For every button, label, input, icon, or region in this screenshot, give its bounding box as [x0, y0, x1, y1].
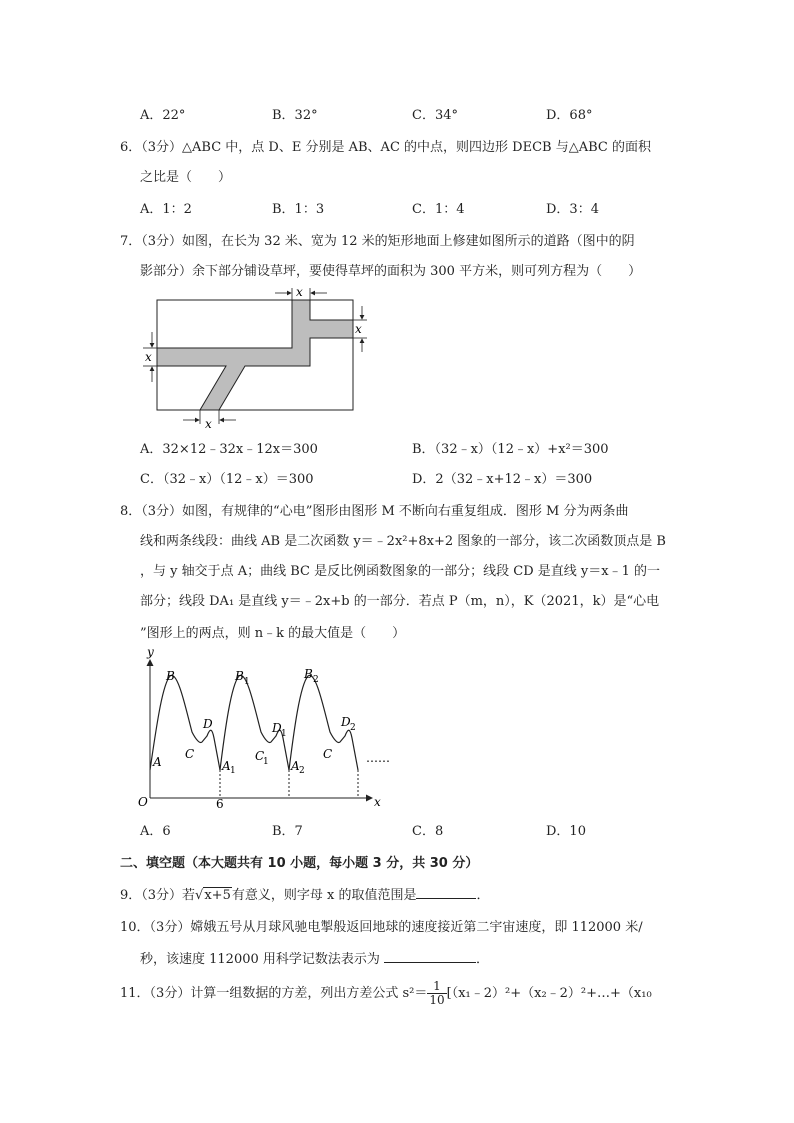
q10-end: ．	[476, 952, 490, 967]
q9-answer-blank[interactable]	[416, 884, 476, 899]
q5-option-d: D．68°	[546, 108, 593, 123]
q6-option-d: D．3：4	[546, 202, 599, 217]
q7-option-a: A．32×12﹣32x﹣12x＝300	[140, 442, 318, 457]
q7-label-x-bottom: x	[205, 417, 212, 430]
q5-option-c: C．34°	[412, 108, 458, 123]
q8-label-C2: C	[323, 747, 333, 761]
q6-option-b: B．1：3	[272, 202, 325, 217]
q9-stem	[120, 884, 489, 903]
q8-sub-D2: 2	[350, 723, 356, 733]
q7-option-c: C．（32﹣x）（12﹣x）＝300	[140, 472, 314, 487]
q7-label-x-top: x	[296, 285, 303, 299]
q11-frac-numerator: 1	[427, 980, 446, 994]
q7-label-x-right: x	[355, 322, 362, 336]
q5-option-a: A．22°	[140, 108, 186, 123]
q9-prefix: 9．（3分）若	[120, 888, 196, 903]
q8-option-a: A．6	[140, 824, 171, 839]
q6-stem-line1: 6．（3分）△ABC 中，点 D、E 分别是 AB、AC 的中点，则四边形 DECB 与△ABC 的面积	[120, 140, 651, 155]
q10-stem-line1: 10．（3分）嫦娥五号从月球风驰电掣般返回地球的速度接近第二宇宙速度，即 112000 米/	[120, 920, 643, 935]
q8-label-C: C	[185, 747, 195, 761]
q11-suffix: [（x₁﹣2）²+（x₂﹣2）²+…+（x₁₀	[446, 986, 652, 1001]
q8-stem-line1: 8．（3分）如图，有规律的“心电”图形由图形 M 不断向右重复组成．图形 M 分为两条曲	[120, 504, 629, 519]
q7-road-figure	[135, 282, 375, 430]
q8-label-A2: A	[291, 759, 300, 773]
q8-label-C1: C	[255, 749, 265, 763]
q6-stem-line2: 之比是（ ）	[140, 170, 232, 185]
q8-stem-line4: 部分；线段 DA₁ 是直线 y＝﹣2x+b 的一部分．若点 P（m，n），K（2021，k）是“心电	[140, 594, 660, 609]
q11-fraction	[427, 980, 446, 1007]
q11-stem	[120, 980, 652, 1007]
q8-sub-B2: 2	[313, 675, 319, 685]
q8-sub-C1: 1	[263, 757, 269, 767]
q8-sub-A1: 1	[230, 766, 236, 776]
q7-stem-line1: 7．（3分）如图，在长为 32 米、宽为 12 米的矩形地面上修建如图所示的道路（图中的阴	[120, 234, 635, 249]
q8-option-c: C．8	[412, 824, 444, 839]
q8-ellipsis: ……	[366, 751, 390, 765]
q8-sub-A2: 2	[299, 766, 305, 776]
q8-origin-label: O	[138, 795, 148, 809]
q8-label-A1: A	[222, 759, 231, 773]
q7-stem-line2: 影部分）余下部分铺设草坪，要使得草坪的面积为 300 平方米，则可列方程为（ ）	[140, 264, 642, 279]
q9-sqrt-sign: √	[195, 888, 204, 903]
q8-stem-line5: ”图形上的两点，则 n﹣k 的最大值是（ ）	[140, 626, 406, 641]
q7-option-d: D．2（32﹣x+12﹣x）＝300	[412, 472, 593, 487]
q6-option-a: A．1：2	[140, 202, 192, 217]
q8-x-axis-label: x	[374, 795, 381, 809]
q10-line2-text: 秒，该速度 112000 用科学记数法表示为	[140, 952, 380, 967]
q8-label-B2: B	[304, 667, 313, 681]
q8-sub-B1: 1	[244, 677, 250, 687]
q8-ecg-figure	[130, 640, 410, 812]
q7-label-x-left: x	[145, 350, 152, 364]
q8-stem-line3: ，与 y 轴交于点 A；曲线 BC 是反比例函数图象的一部分；线段 CD 是直线 y＝x﹣1 的一	[140, 564, 660, 579]
q5-option-b: B．32°	[272, 108, 318, 123]
q7-option-b: B．（32﹣x）（12﹣x）+x²＝300	[412, 442, 609, 457]
q8-stem-line2: 线和两条线段：曲线 AB 是二次函数 y＝﹣2x²+8x+2 图象的一部分，该二次函数顶点是 B	[140, 534, 666, 549]
q7-road-shaded	[157, 300, 353, 410]
q6-option-c: C．1：4	[412, 202, 465, 217]
q8-label-A: A	[153, 755, 162, 769]
q9-end: ．	[476, 888, 490, 903]
q8-label-D: D	[203, 717, 213, 731]
q8-label-D1: D	[272, 721, 282, 735]
q11-prefix: 11．（3分）计算一组数据的方差，列出方差公式 s²＝	[120, 986, 428, 1001]
q10-stem-line2	[140, 948, 489, 967]
q8-sub-D1: 1	[281, 729, 287, 739]
q8-tick-6: 6	[216, 797, 224, 811]
q8-option-d: D．10	[546, 824, 586, 839]
section-2-heading: 二、填空题（本大题共有 10 小题，每小题 3 分，共 30 分）	[120, 856, 479, 871]
q8-label-B1: B	[235, 669, 244, 683]
q8-y-axis-label: y	[147, 645, 154, 659]
q8-option-b: B．7	[272, 824, 303, 839]
q8-label-D2: D	[341, 715, 351, 729]
q9-radicand: x+5	[204, 888, 231, 903]
q11-frac-denominator: 10	[429, 993, 445, 1007]
q8-label-B: B	[166, 669, 175, 683]
q9-suffix: 有意义，则字母 x 的取值范围是	[231, 888, 417, 903]
q10-answer-blank[interactable]	[384, 948, 476, 963]
